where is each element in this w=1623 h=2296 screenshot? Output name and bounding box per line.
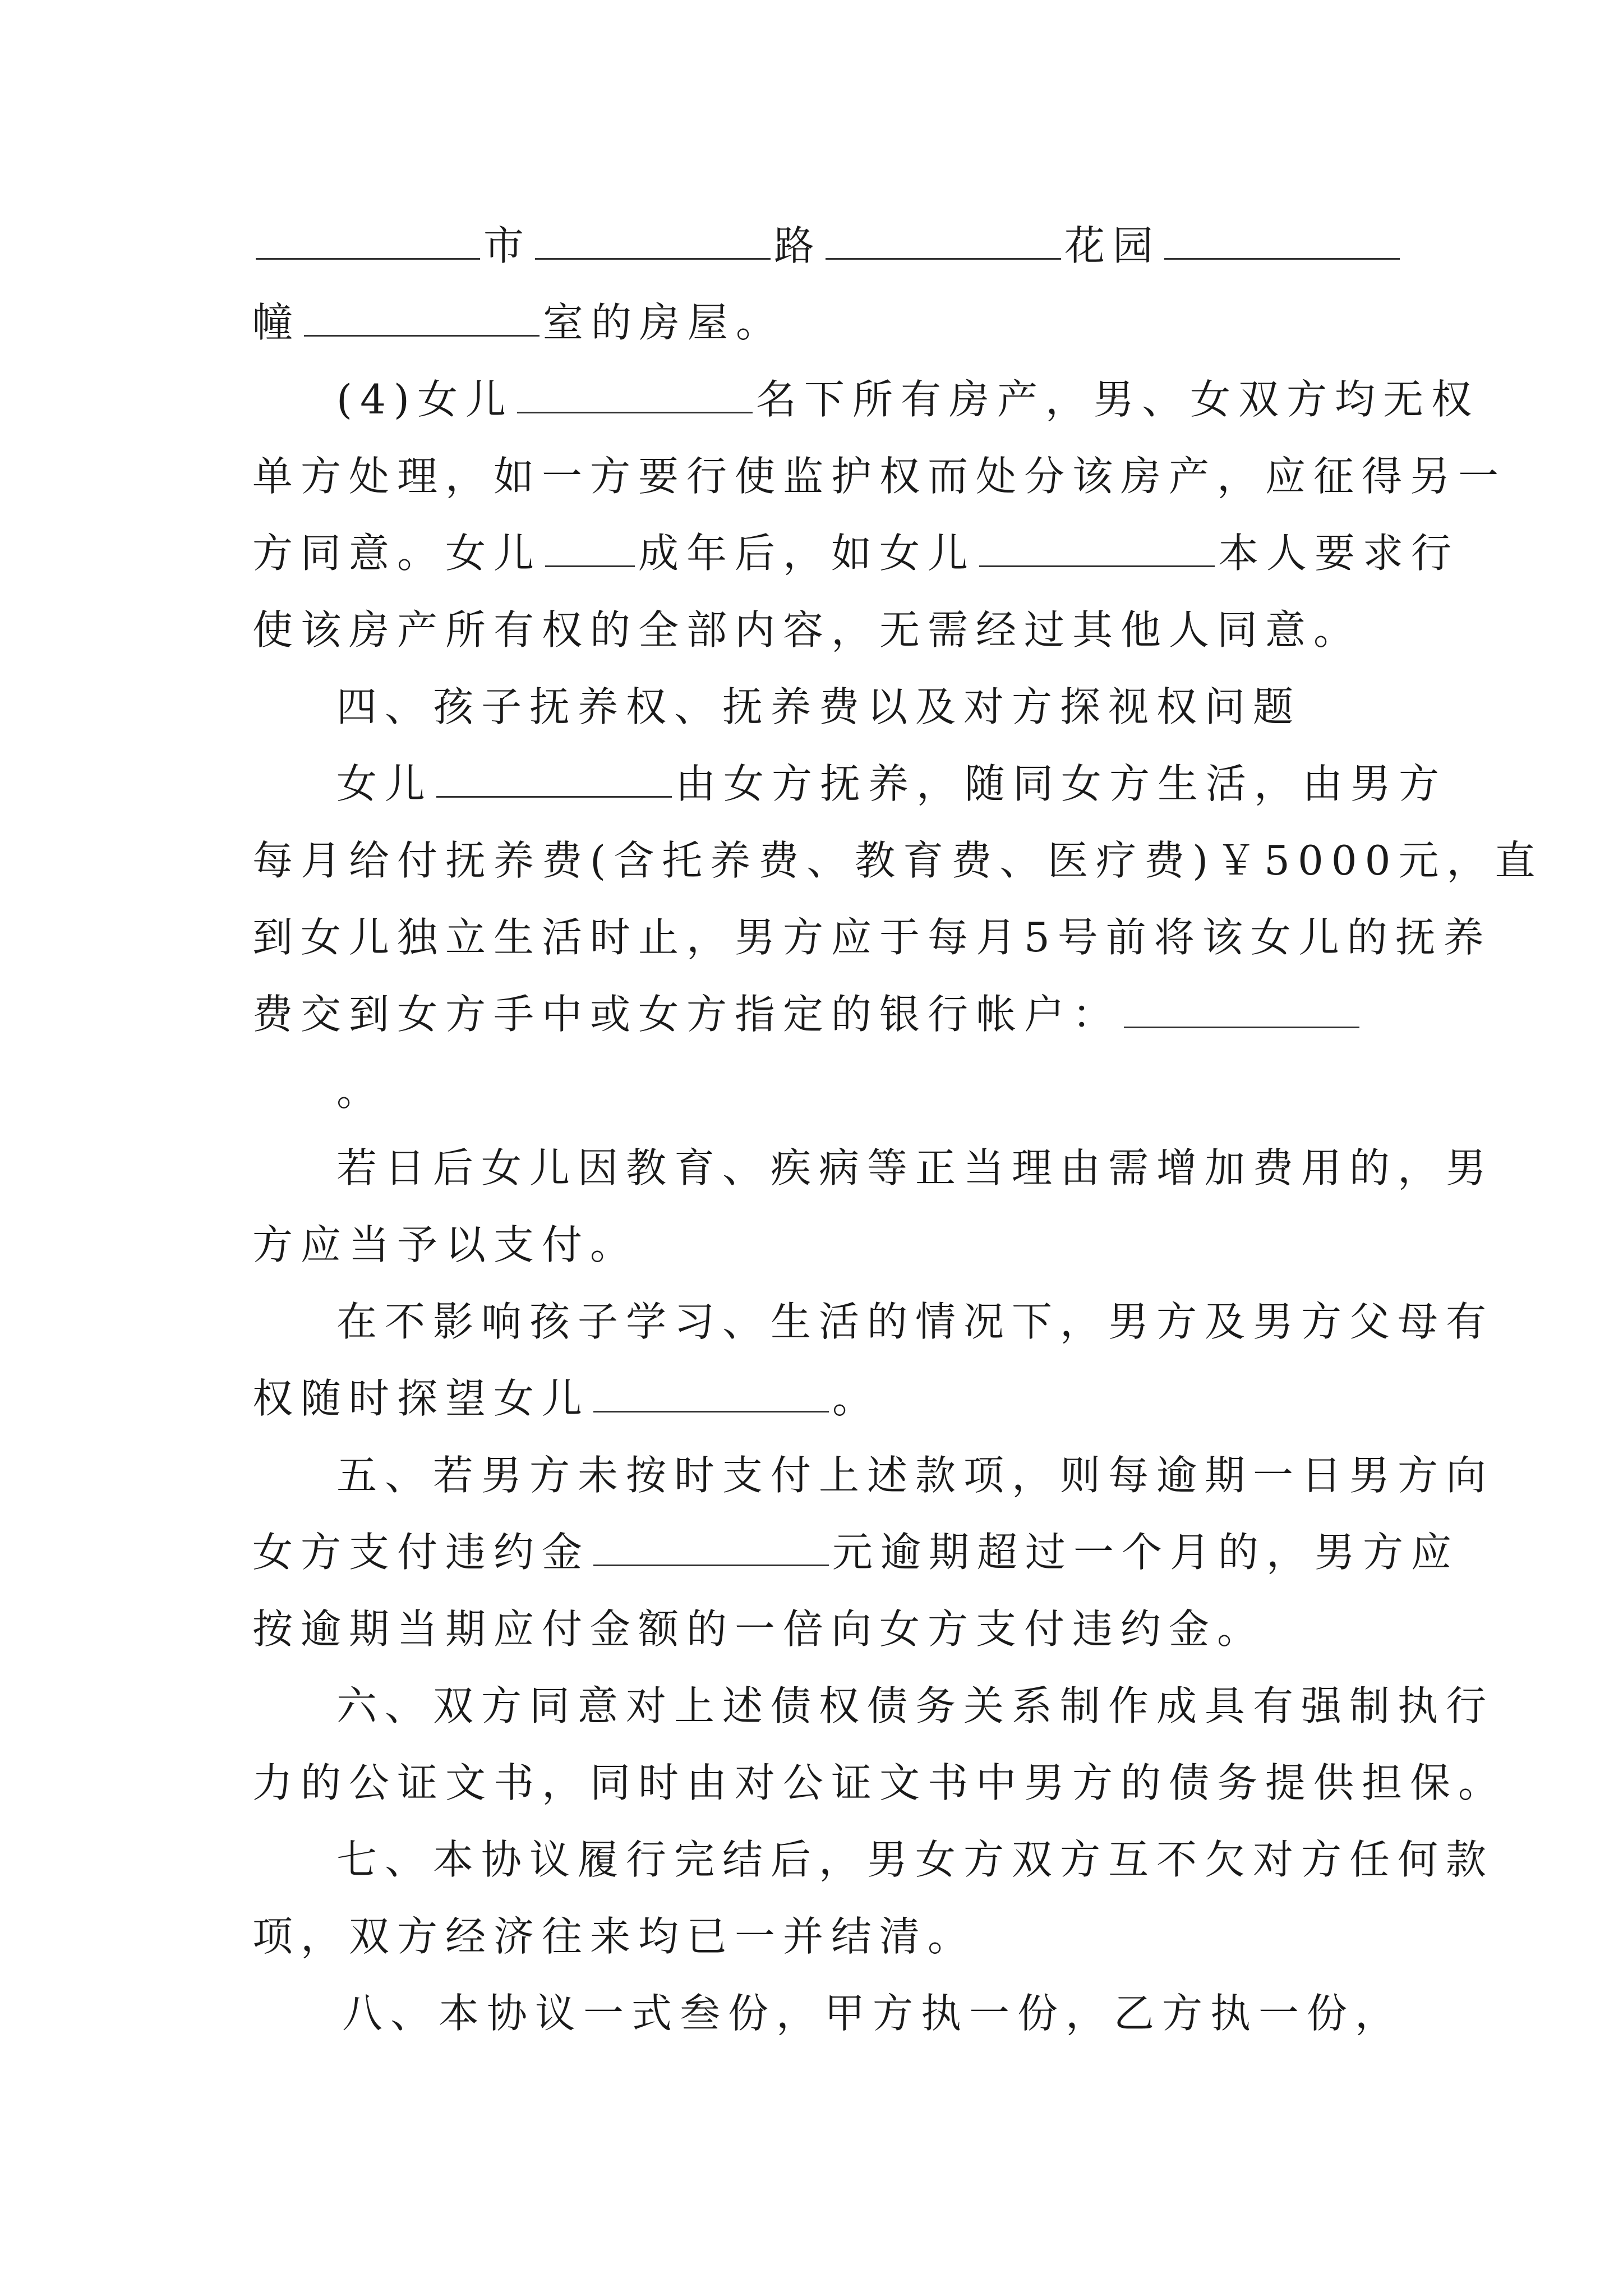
- agreement-text: [252, 208, 1543, 2052]
- text-segment: 成年后，如女儿: [638, 530, 976, 577]
- text-segment: 权随时探望女儿: [252, 1375, 591, 1422]
- text-line: 方应当予以支付。: [252, 1221, 639, 1268]
- text-line: 项，双方经济往来均已一并结清。: [252, 1913, 976, 1960]
- blank-garden: [826, 223, 1061, 260]
- text-line: 每月给付抚养费(含托养费、教育费、医疗费)￥5000元，直: [252, 837, 1543, 884]
- text-line: [252, 515, 1460, 592]
- text-segment: 。: [832, 1375, 881, 1422]
- text-line: 按逾期当期应付金额的一倍向女方支付违约金。: [252, 1605, 1266, 1653]
- blank-room: [304, 300, 540, 337]
- blank-daughter-name: [517, 377, 753, 413]
- text-segment: 由女方抚养，随同女方生活，由男方: [675, 760, 1447, 807]
- text-line: [252, 976, 1385, 1053]
- text-line: 在不影响孩子学习、生活的情况下，男方及男方父母有: [336, 1298, 1495, 1345]
- text-segment: 元逾期超过一个月的，男方应: [832, 1529, 1460, 1576]
- blank-short: [545, 531, 635, 567]
- text-line: 力的公证文书，同时由对公证文书中男方的债务提供担保。: [252, 1759, 1507, 1806]
- text-line: 到女儿独立生活时止，男方应于每月5号前将该女儿的抚养: [252, 914, 1492, 961]
- section-heading: 八、本协议一式叁份，甲方执一份，乙方执一份，: [342, 1990, 1404, 2037]
- section-heading: 六、双方同意对上述债权债务关系制作成具有强制执行: [336, 1682, 1495, 1729]
- text-line: 使该房产所有权的全部内容，无需经过其他人同意。: [252, 606, 1362, 654]
- blank-penalty-amount: [593, 1530, 829, 1566]
- text-line: [252, 1514, 1460, 1591]
- text-line: [252, 746, 1447, 822]
- text-segment: 方同意。女儿: [252, 530, 542, 577]
- text-segment: 名下所有房产，男、女双方均无权: [756, 376, 1480, 423]
- text-segment: (4)女儿: [336, 376, 514, 423]
- text-line: [252, 361, 1480, 438]
- text-segment: 市: [483, 222, 532, 269]
- text-line: 若日后女儿因教育、疾病等正当理由需增加费用的，男: [336, 1144, 1495, 1191]
- blank-city: [256, 223, 480, 260]
- blank-daughter-name: [979, 531, 1215, 567]
- text-segment: 本人要求行: [1218, 530, 1460, 577]
- blank-bank-account: [1124, 992, 1359, 1028]
- blank-daughter-name: [436, 761, 672, 798]
- text-line: 。: [336, 1068, 385, 1115]
- text-segment: 花园: [1064, 222, 1161, 269]
- text-segment: 女儿: [336, 760, 434, 807]
- blank-road: [535, 223, 771, 260]
- section-heading: 七、本协议履行完结后，男女方双方互不欠对方任何款: [336, 1836, 1495, 1883]
- section-heading: 五、若男方未按时支付上述款项，则每逾期一日男方向: [336, 1452, 1495, 1499]
- text-segment: 路: [774, 222, 823, 269]
- text-segment: 女方支付违约金: [252, 1529, 591, 1576]
- text-segment: 幢: [252, 299, 301, 346]
- text-line: 单方处理，如一方要行使监护权而处分该房产，应征得另一: [252, 453, 1507, 500]
- text-line: [252, 1360, 1385, 1437]
- blank-daughter-name: [593, 1376, 829, 1412]
- section-heading: 四、孩子抚养权、抚养费以及对方探视权问题: [336, 683, 1302, 730]
- text-line-address: [252, 208, 1385, 284]
- text-line: [252, 284, 1385, 361]
- text-segment: 费交到女方手中或女方指定的银行帐户：: [252, 991, 1121, 1038]
- text-segment: 室的房屋。: [543, 299, 785, 346]
- blank-building: [1164, 223, 1400, 260]
